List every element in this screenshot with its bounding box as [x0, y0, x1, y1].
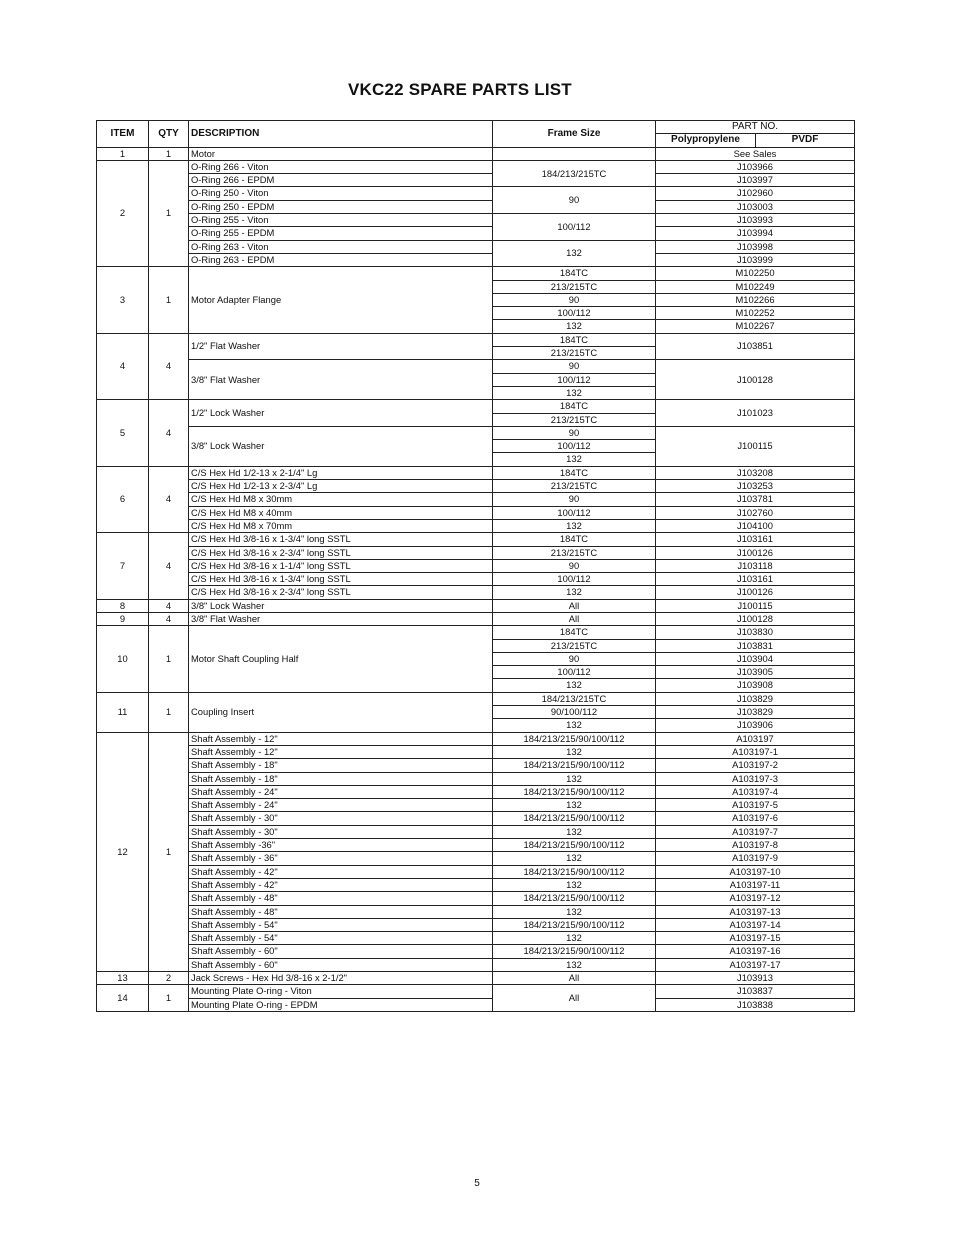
description-cell: Jack Screws - Hex Hd 3/8-16 x 2-1/2": [189, 972, 493, 985]
frame-cell: 90: [493, 187, 656, 214]
description-cell: Shaft Assembly - 54": [189, 918, 493, 931]
frame-cell: 100/112: [493, 506, 656, 519]
header-polypropylene: Polypropylene: [656, 134, 756, 147]
frame-cell: 90/100/112: [493, 706, 656, 719]
part-cell: J101023: [656, 400, 855, 427]
frame-cell: 100/112: [493, 307, 656, 320]
table-row: [97, 200, 855, 213]
part-cell: J103161: [656, 533, 855, 546]
table-row: [97, 586, 855, 599]
table-row: [97, 426, 855, 439]
table-row: [97, 998, 855, 1011]
qty-cell: 4: [149, 400, 189, 466]
table-row: [97, 745, 855, 758]
part-cell: J103829: [656, 692, 855, 705]
table-row: [97, 825, 855, 838]
description-cell: Coupling Insert: [189, 692, 493, 732]
description-cell: Shaft Assembly - 18": [189, 772, 493, 785]
part-cell: A103197-7: [656, 825, 855, 838]
description-cell: C/S Hex Hd 3/8-16 x 1-1/4" long SSTL: [189, 559, 493, 572]
table-row: [97, 812, 855, 825]
table-row: [97, 187, 855, 200]
part-cell: J103253: [656, 480, 855, 493]
frame-cell: All: [493, 985, 656, 1012]
part-cell: J103997: [656, 174, 855, 187]
description-cell: C/S Hex Hd 1/2-13 x 2-1/4" Lg: [189, 466, 493, 479]
description-cell: O-Ring 255 - Viton: [189, 214, 493, 227]
part-cell: J102760: [656, 506, 855, 519]
table-row: [97, 267, 855, 280]
frame-cell: 213/215TC: [493, 413, 656, 426]
qty-cell: 1: [149, 267, 189, 333]
table-row: [97, 493, 855, 506]
frame-cell: 90: [493, 293, 656, 306]
table-row: [97, 466, 855, 479]
description-cell: C/S Hex Hd 3/8-16 x 2-3/4" long SSTL: [189, 546, 493, 559]
table-row: [97, 253, 855, 266]
part-cell: J104100: [656, 519, 855, 532]
description-cell: O-Ring 250 - EPDM: [189, 200, 493, 213]
frame-cell: 100/112: [493, 373, 656, 386]
frame-cell: 213/215TC: [493, 480, 656, 493]
part-cell: A103197: [656, 732, 855, 745]
item-cell: 2: [97, 160, 149, 266]
part-cell: A103197-4: [656, 785, 855, 798]
description-cell: Shaft Assembly -36": [189, 839, 493, 852]
table-row: [97, 918, 855, 931]
description-cell: O-Ring 266 - EPDM: [189, 174, 493, 187]
part-cell: J100128: [656, 612, 855, 625]
part-cell: A103197-1: [656, 745, 855, 758]
part-cell: J103837: [656, 985, 855, 998]
header-qty: QTY: [149, 121, 189, 148]
frame-cell: 184/213/215TC: [493, 160, 656, 187]
frame-cell: 132: [493, 586, 656, 599]
description-cell: Shaft Assembly - 12": [189, 732, 493, 745]
frame-cell: 184/213/215/90/100/112: [493, 865, 656, 878]
description-cell: Motor Shaft Coupling Half: [189, 626, 493, 692]
frame-cell: 184TC: [493, 400, 656, 413]
frame-cell: All: [493, 972, 656, 985]
table-row: [97, 772, 855, 785]
qty-cell: 4: [149, 612, 189, 625]
item-cell: 4: [97, 333, 149, 399]
part-cell: A103197-3: [656, 772, 855, 785]
part-cell: J103118: [656, 559, 855, 572]
frame-cell: All: [493, 599, 656, 612]
table-row: [97, 519, 855, 532]
description-cell: O-Ring 255 - EPDM: [189, 227, 493, 240]
frame-cell: 132: [493, 905, 656, 918]
part-cell: J103851: [656, 333, 855, 360]
item-cell: 8: [97, 599, 149, 612]
qty-cell: 4: [149, 333, 189, 399]
description-cell: Shaft Assembly - 30": [189, 812, 493, 825]
frame-cell: 132: [493, 519, 656, 532]
part-cell: J103905: [656, 666, 855, 679]
description-cell: 3/8" Lock Washer: [189, 599, 493, 612]
frame-cell: 184/213/215TC: [493, 692, 656, 705]
header-item: ITEM: [97, 121, 149, 148]
table-row: [97, 759, 855, 772]
spare-parts-table: [96, 120, 855, 1012]
table-row: [97, 852, 855, 865]
table-row: [97, 985, 855, 998]
frame-cell: 184TC: [493, 626, 656, 639]
description-cell: Shaft Assembly - 24": [189, 799, 493, 812]
frame-cell: 184/213/215/90/100/112: [493, 839, 656, 852]
page-number: 5: [474, 1178, 480, 1189]
part-cell: J100126: [656, 586, 855, 599]
item-cell: 5: [97, 400, 149, 466]
part-cell: A103197-2: [656, 759, 855, 772]
part-cell: J103994: [656, 227, 855, 240]
frame-cell: 132: [493, 386, 656, 399]
frame-cell: 90: [493, 559, 656, 572]
qty-cell: 1: [149, 160, 189, 266]
part-cell: M102266: [656, 293, 855, 306]
qty-cell: 1: [149, 732, 189, 971]
part-cell: J103208: [656, 466, 855, 479]
frame-cell: 213/215TC: [493, 546, 656, 559]
part-cell: A103197-12: [656, 892, 855, 905]
part-cell: J102960: [656, 187, 855, 200]
frame-cell: 90: [493, 360, 656, 373]
table-row: [97, 573, 855, 586]
part-cell: J103161: [656, 573, 855, 586]
description-cell: C/S Hex Hd 3/8-16 x 1-3/4" long SSTL: [189, 533, 493, 546]
table-row: [97, 559, 855, 572]
qty-cell: 1: [149, 626, 189, 692]
description-cell: O-Ring 250 - Viton: [189, 187, 493, 200]
frame-cell: 132: [493, 799, 656, 812]
table-row: [97, 174, 855, 187]
description-cell: Shaft Assembly - 24": [189, 785, 493, 798]
part-cell: J103904: [656, 652, 855, 665]
part-cell: J100128: [656, 360, 855, 400]
part-cell: J103831: [656, 639, 855, 652]
table-row: [97, 732, 855, 745]
part-cell: J103829: [656, 706, 855, 719]
description-cell: O-Ring 266 - Viton: [189, 160, 493, 173]
part-cell: J103993: [656, 214, 855, 227]
table-row: [97, 599, 855, 612]
table-row: [97, 839, 855, 852]
part-cell: M102267: [656, 320, 855, 333]
table-row: [97, 905, 855, 918]
description-cell: C/S Hex Hd 1/2-13 x 2-3/4" Lg: [189, 480, 493, 493]
table-row: [97, 333, 855, 346]
frame-cell: All: [493, 612, 656, 625]
frame-cell: 213/215TC: [493, 347, 656, 360]
part-cell: A103197-15: [656, 932, 855, 945]
part-cell: J103003: [656, 200, 855, 213]
part-cell: J100115: [656, 426, 855, 466]
header-part-no: PART NO.: [656, 121, 855, 134]
part-cell: J100126: [656, 546, 855, 559]
table-row: [97, 958, 855, 971]
description-cell: C/S Hex Hd 3/8-16 x 1-3/4" long SSTL: [189, 573, 493, 586]
frame-cell: 184/213/215/90/100/112: [493, 918, 656, 931]
frame-cell: 100/112: [493, 666, 656, 679]
part-cell: A103197-8: [656, 839, 855, 852]
table-row: [97, 865, 855, 878]
table-row: [97, 892, 855, 905]
table-row: [97, 400, 855, 413]
frame-cell: 132: [493, 240, 656, 267]
part-cell: A103197-6: [656, 812, 855, 825]
description-cell: Motor Adapter Flange: [189, 267, 493, 333]
frame-cell: 132: [493, 719, 656, 732]
description-cell: Shaft Assembly - 12": [189, 745, 493, 758]
frame-cell: 132: [493, 878, 656, 891]
table-row: [97, 972, 855, 985]
part-cell: A103197-13: [656, 905, 855, 918]
qty-cell: 1: [149, 985, 189, 1012]
part-cell: J100115: [656, 599, 855, 612]
item-cell: 11: [97, 692, 149, 732]
description-cell: Shaft Assembly - 42": [189, 878, 493, 891]
description-cell: 3/8" Lock Washer: [189, 426, 493, 466]
description-cell: C/S Hex Hd 3/8-16 x 2-3/4" long SSTL: [189, 586, 493, 599]
table-row: [97, 506, 855, 519]
frame-cell: 100/112: [493, 573, 656, 586]
frame-cell: 213/215TC: [493, 280, 656, 293]
table-row: [97, 533, 855, 546]
table-row: [97, 932, 855, 945]
part-cell: See Sales: [656, 147, 855, 160]
item-cell: 14: [97, 985, 149, 1012]
frame-cell: 132: [493, 958, 656, 971]
qty-cell: 1: [149, 692, 189, 732]
description-cell: C/S Hex Hd M8 x 30mm: [189, 493, 493, 506]
description-cell: Motor: [189, 147, 493, 160]
qty-cell: 2: [149, 972, 189, 985]
frame-cell: 213/215TC: [493, 639, 656, 652]
description-cell: Shaft Assembly - 30": [189, 825, 493, 838]
frame-cell: 132: [493, 825, 656, 838]
part-cell: J103913: [656, 972, 855, 985]
part-cell: J103966: [656, 160, 855, 173]
frame-cell: 184/213/215/90/100/112: [493, 759, 656, 772]
frame-cell: 184TC: [493, 466, 656, 479]
frame-cell: 132: [493, 745, 656, 758]
description-cell: Shaft Assembly - 48": [189, 905, 493, 918]
frame-cell: 184/213/215/90/100/112: [493, 732, 656, 745]
frame-cell: [493, 147, 656, 160]
item-cell: 9: [97, 612, 149, 625]
qty-cell: 4: [149, 599, 189, 612]
item-cell: 3: [97, 267, 149, 333]
frame-cell: 100/112: [493, 214, 656, 241]
frame-cell: 90: [493, 426, 656, 439]
description-cell: 3/8" Flat Washer: [189, 360, 493, 400]
part-cell: A103197-17: [656, 958, 855, 971]
item-cell: 12: [97, 732, 149, 971]
frame-cell: 184/213/215/90/100/112: [493, 945, 656, 958]
part-cell: M102249: [656, 280, 855, 293]
table-row: [97, 945, 855, 958]
description-cell: Mounting Plate O-ring - Viton: [189, 985, 493, 998]
part-cell: A103197-11: [656, 878, 855, 891]
frame-cell: 184/213/215/90/100/112: [493, 892, 656, 905]
item-cell: 10: [97, 626, 149, 692]
part-cell: J103998: [656, 240, 855, 253]
frame-cell: 100/112: [493, 440, 656, 453]
item-cell: 13: [97, 972, 149, 985]
part-cell: J103908: [656, 679, 855, 692]
frame-cell: 90: [493, 493, 656, 506]
part-cell: J103999: [656, 253, 855, 266]
qty-cell: 4: [149, 533, 189, 599]
description-cell: 3/8" Flat Washer: [189, 612, 493, 625]
table-row: [97, 692, 855, 705]
part-cell: A103197-9: [656, 852, 855, 865]
description-cell: 1/2" Flat Washer: [189, 333, 493, 360]
description-cell: C/S Hex Hd M8 x 70mm: [189, 519, 493, 532]
part-cell: J103906: [656, 719, 855, 732]
qty-cell: 4: [149, 466, 189, 532]
description-cell: Shaft Assembly - 42": [189, 865, 493, 878]
frame-cell: 132: [493, 320, 656, 333]
table-row: [97, 612, 855, 625]
header-frame-size: Frame Size: [493, 121, 656, 148]
description-cell: O-Ring 263 - Viton: [189, 240, 493, 253]
header-pvdf: PVDF: [756, 134, 855, 147]
item-cell: 1: [97, 147, 149, 160]
part-cell: M102250: [656, 267, 855, 280]
description-cell: Shaft Assembly - 48": [189, 892, 493, 905]
table-row: [97, 227, 855, 240]
description-cell: 1/2" Lock Washer: [189, 400, 493, 427]
part-cell: A103197-16: [656, 945, 855, 958]
part-cell: M102252: [656, 307, 855, 320]
table-row: [97, 360, 855, 373]
table-row: [97, 785, 855, 798]
description-cell: Shaft Assembly - 36": [189, 852, 493, 865]
table-row: [97, 799, 855, 812]
frame-cell: 132: [493, 772, 656, 785]
frame-cell: 184TC: [493, 533, 656, 546]
table-row: [97, 160, 855, 173]
frame-cell: 132: [493, 852, 656, 865]
table-row: [97, 214, 855, 227]
description-cell: Shaft Assembly - 60": [189, 945, 493, 958]
table-row: [97, 878, 855, 891]
table-row: [97, 626, 855, 639]
table-row: [97, 147, 855, 160]
item-cell: 7: [97, 533, 149, 599]
description-cell: Shaft Assembly - 18": [189, 759, 493, 772]
frame-cell: 90: [493, 652, 656, 665]
frame-cell: 132: [493, 679, 656, 692]
frame-cell: 184/213/215/90/100/112: [493, 812, 656, 825]
description-cell: O-Ring 263 - EPDM: [189, 253, 493, 266]
part-cell: J103838: [656, 998, 855, 1011]
frame-cell: 184TC: [493, 333, 656, 346]
part-cell: A103197-14: [656, 918, 855, 931]
page-title: VKC22 SPARE PARTS LIST: [348, 80, 572, 99]
frame-cell: 132: [493, 453, 656, 466]
frame-cell: 132: [493, 932, 656, 945]
header-description: DESCRIPTION: [189, 121, 493, 148]
description-cell: Shaft Assembly - 60": [189, 958, 493, 971]
description-cell: Shaft Assembly - 54": [189, 932, 493, 945]
qty-cell: 1: [149, 147, 189, 160]
table-row: [97, 480, 855, 493]
part-cell: J103830: [656, 626, 855, 639]
description-cell: Mounting Plate O-ring - EPDM: [189, 998, 493, 1011]
item-cell: 6: [97, 466, 149, 532]
part-cell: J103781: [656, 493, 855, 506]
frame-cell: 184/213/215/90/100/112: [493, 785, 656, 798]
part-cell: A103197-5: [656, 799, 855, 812]
part-cell: A103197-10: [656, 865, 855, 878]
description-cell: C/S Hex Hd M8 x 40mm: [189, 506, 493, 519]
table-row: [97, 240, 855, 253]
frame-cell: 184TC: [493, 267, 656, 280]
table-row: [97, 546, 855, 559]
parts-table-body: [97, 147, 855, 1011]
